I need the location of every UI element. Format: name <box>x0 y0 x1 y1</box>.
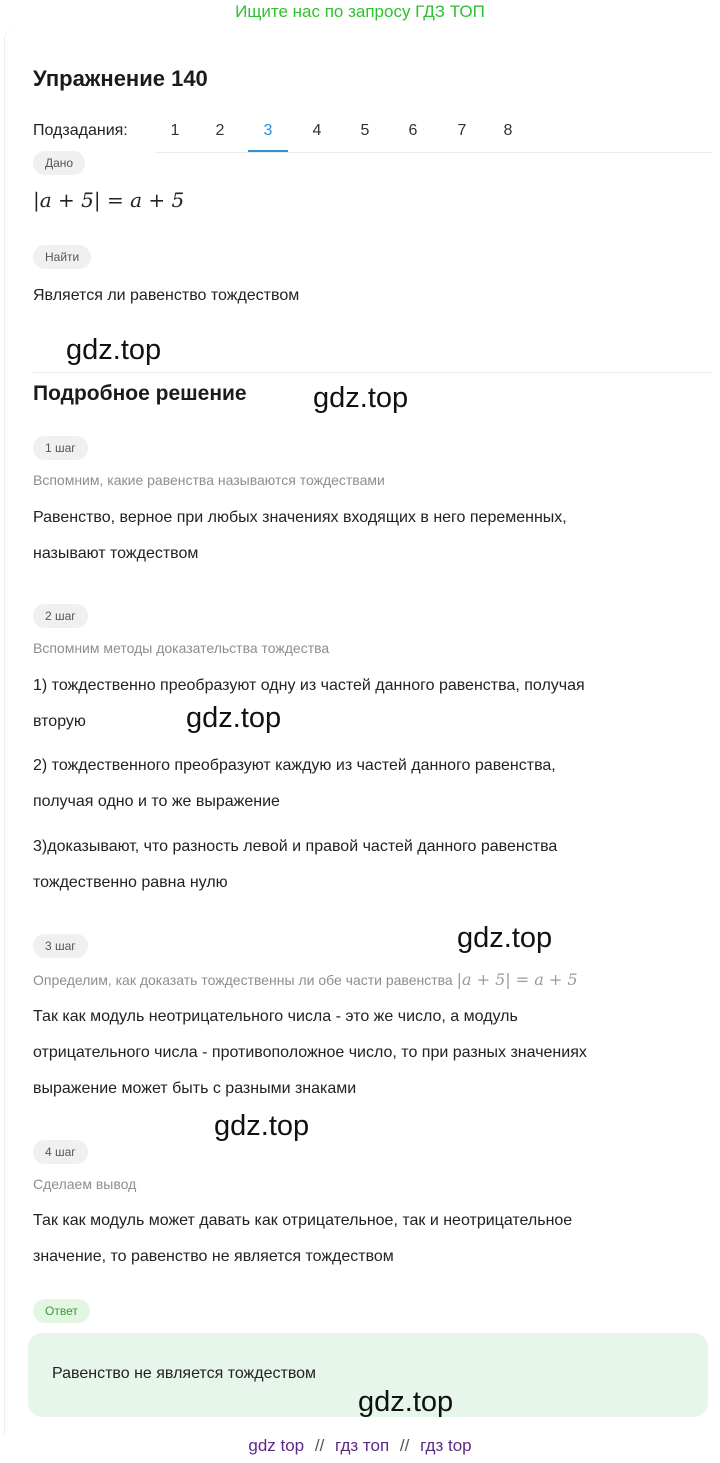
tab-subtask-4[interactable]: 4 <box>312 122 322 139</box>
footer-links <box>0 1436 720 1456</box>
step-3-hint-formula: |a + 5| = a + 5 <box>456 970 578 989</box>
step-3-chip: 3 шаг <box>33 934 88 958</box>
watermark: gdz.top <box>457 922 553 954</box>
step-2-hint: Вспомним методы доказательства тождества <box>33 640 330 656</box>
tab-subtask-6[interactable]: 6 <box>408 122 418 139</box>
watermark: gdz.top <box>186 702 282 734</box>
step-3-line-3: выражение может быть с разными знаками <box>33 1080 357 1097</box>
find-text: Является ли равенство тождеством <box>33 287 300 304</box>
watermark: gdz.top <box>358 1386 454 1418</box>
step-2-line-5: 3)доказывают, что разность левой и правой частей данного равенства <box>33 838 558 855</box>
top-banner: Ищите нас по запросу ГДЗ ТОП <box>235 2 485 21</box>
subtasks-tabs <box>155 112 713 153</box>
footer-separator: // <box>399 1436 410 1455</box>
step-3-line-2: отрицательного числа - противоположное число, то при разных значениях <box>33 1044 587 1061</box>
footer-link-1[interactable]: gdz top <box>248 1436 305 1455</box>
step-2-line-6: тождественно равна нулю <box>33 874 228 891</box>
step-2-chip: 2 шаг <box>33 604 88 628</box>
step-1-line-2: называют тождеством <box>33 545 199 562</box>
footer-separator: // <box>314 1436 325 1455</box>
step-3-hint <box>33 970 578 989</box>
step-4-line-2: значение, то равенство не является тождеством <box>33 1248 394 1265</box>
footer-link-2[interactable]: гдз топ <box>335 1436 390 1455</box>
page-title: Упражнение 140 <box>33 66 208 91</box>
subtasks-label: Подзадания: <box>33 122 128 139</box>
watermark: gdz.top <box>313 382 409 414</box>
watermark: gdz.top <box>214 1110 310 1142</box>
tab-subtask-5[interactable]: 5 <box>360 122 370 139</box>
step-4-chip: 4 шаг <box>33 1140 88 1164</box>
tab-subtask-2[interactable]: 2 <box>215 122 225 139</box>
find-chip: Найти <box>33 245 91 269</box>
tab-subtask-7[interactable]: 7 <box>457 122 467 139</box>
step-2-line-2: вторую <box>33 713 86 730</box>
step-2-line-4: получая одно и то же выражение <box>33 793 280 810</box>
exercise-card <box>4 26 720 1436</box>
step-1-chip: 1 шаг <box>33 436 88 460</box>
footer-link-3[interactable]: гдз top <box>420 1436 472 1455</box>
step-1-line-1: Равенство, верное при любых значениях входящих в него переменных, <box>33 509 567 526</box>
divider <box>33 372 713 373</box>
solution-title: Подробное решение <box>33 382 247 405</box>
step-2-line-3: 2) тождественного преобразуют каждую из частей данного равенства, <box>33 757 556 774</box>
step-3-line-1: Так как модуль неотрицательного числа - это же число, а модуль <box>33 1008 518 1025</box>
tab-subtask-1[interactable]: 1 <box>170 122 180 139</box>
answer-chip: Ответ <box>33 1299 90 1323</box>
tab-subtask-8[interactable]: 8 <box>503 122 513 139</box>
given-chip: Дано <box>33 151 85 175</box>
answer-text: Равенство не является тождеством <box>52 1365 317 1382</box>
step-4-line-1: Так как модуль может давать как отрицательное, так и неотрицательное <box>33 1212 573 1229</box>
step-3-hint-text: Определим, как доказать тождественны ли обе части равенства <box>33 972 453 988</box>
given-formula: |a + 5| = a + 5 <box>33 188 185 212</box>
tab-subtask-3[interactable]: 3 <box>248 112 288 152</box>
watermark: gdz.top <box>66 334 162 366</box>
step-1-hint: Вспомним, какие равенства называются тождествами <box>33 472 385 488</box>
step-2-line-1: 1) тождественно преобразуют одну из частей данного равенства, получая <box>33 677 585 694</box>
step-4-hint: Сделаем вывод <box>33 1176 137 1192</box>
